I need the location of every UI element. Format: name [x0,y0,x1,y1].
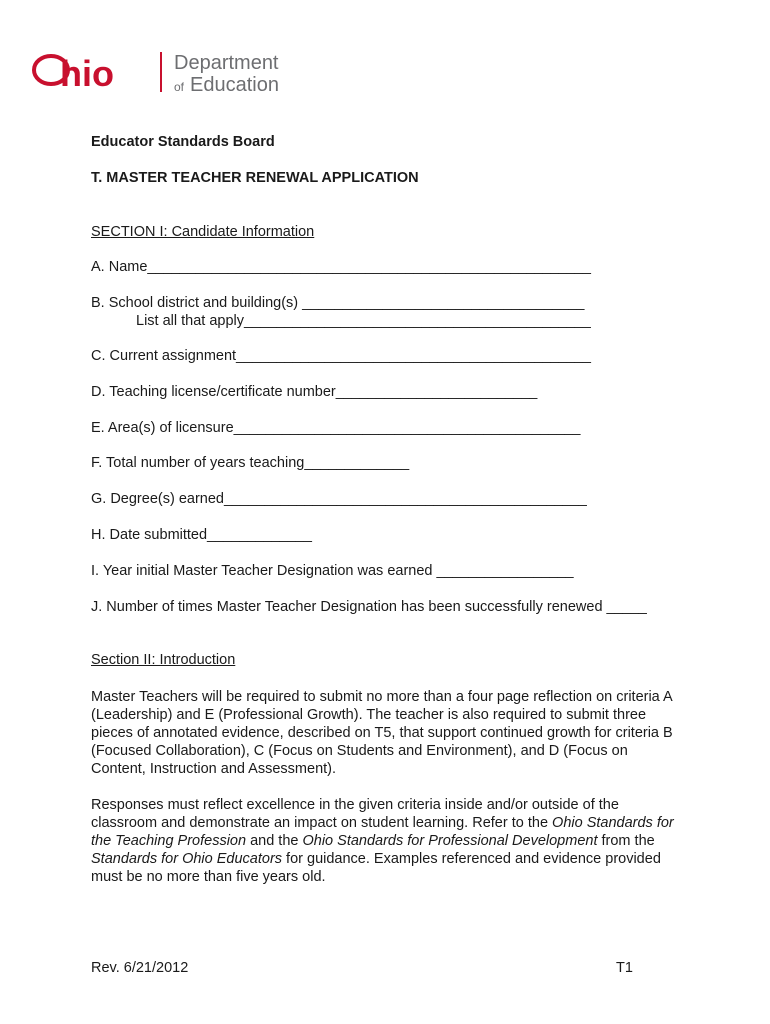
field-date-submitted: H. Date submitted_____________ [91,527,312,543]
field-list-all: List all that apply___________________________________________ [136,313,591,329]
intro-paragraph-2: Responses must reflect excellence in the given criteria inside and/or outside of the classroom and demonstrate an impact on student learning. Refer to the Ohio Standards for the Teaching Profession and the Ohio Standards for Professional Development from the Standards for Ohio Educators for guidance. Examples referenced and evidence provided must be no more than five years old. [91,797,674,885]
svg-text:Department: Department [174,52,279,74]
ohio-department-of-education-logo [32,48,292,98]
field-years-teaching: F. Total number of years teaching_____________ [91,455,410,471]
field-times-renewed: J. Number of times Master Teacher Designation has been successfully renewed _____ [91,599,647,615]
section-1-heading: SECTION I: Candidate Information [91,224,315,240]
field-name: A. Name_______________________________________________________ [91,259,591,275]
board-title: Educator Standards Board [91,134,275,150]
svg-text:of: of [174,80,185,94]
field-areas-of-licensure: E. Area(s) of licensure___________________________________________ [91,420,581,436]
field-license-number: D. Teaching license/certificate number_________________________ [91,384,538,400]
intro-paragraph-1: Master Teachers will be required to submit no more than a four page reflection on criteria A (Leadership) and E (Professional Growth). The teacher is also required to submit three pieces of annotated evidence, described on T5, that support continued growth for criteria B (Focused Collaboration), C (Focus on Students and Environment), and D (Focus on Content, Instruction and Assessment). [91,689,673,777]
field-current-assignment: C. Current assignment____________________________________________ [91,348,591,364]
field-degrees: G. Degree(s) earned_____________________________________________ [91,491,587,507]
form-title: T. MASTER TEACHER RENEWAL APPLICATION [91,170,419,186]
svg-text:hio: hio [60,53,114,94]
revision-date: Rev. 6/21/2012 [91,960,189,976]
field-year-initial-designation: I. Year initial Master Teacher Designation was earned _________________ [91,563,574,579]
field-school-district: B. School district and building(s) ___________________________________ [91,295,585,311]
svg-text:Education: Education [190,74,279,96]
page-number: T1 [616,960,633,976]
section-2-heading: Section II: Introduction [91,652,236,668]
